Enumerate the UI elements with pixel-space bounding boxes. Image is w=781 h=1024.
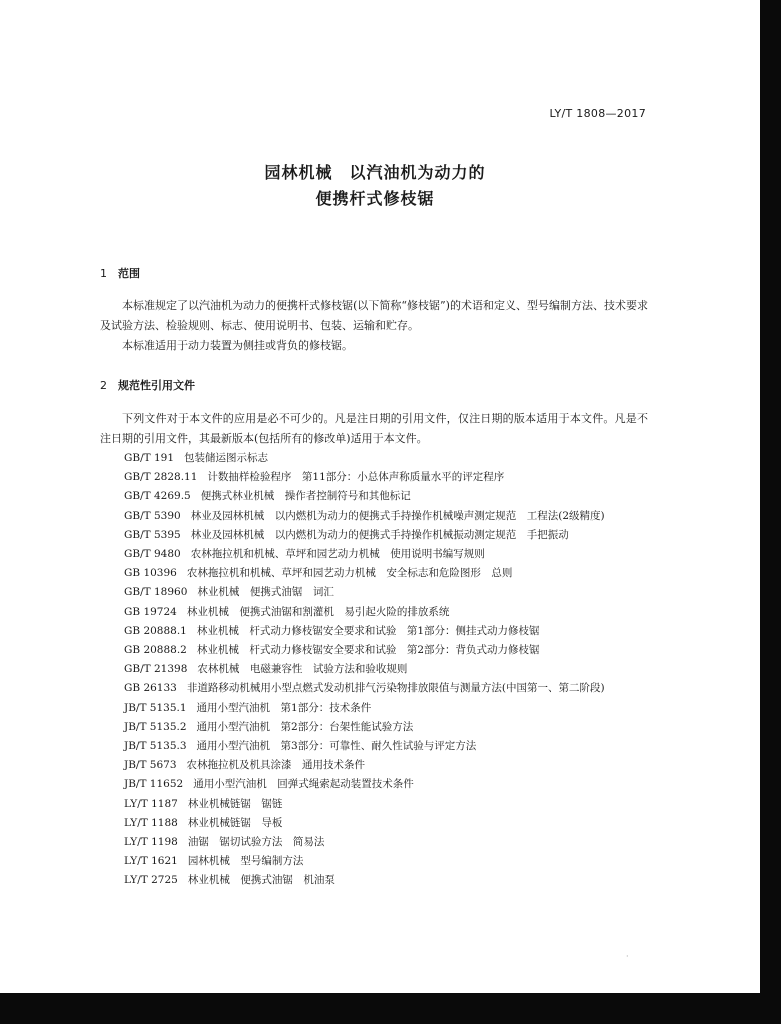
- reference-title: 林业机械链锯 导板: [187, 816, 283, 829]
- scan-speck: ·: [626, 952, 629, 961]
- section-1-title: 范围: [118, 267, 140, 280]
- reference-item: [100, 660, 648, 679]
- reference-code: LY/T 2725: [124, 874, 178, 887]
- reference-code: GB/T 5390: [124, 509, 181, 522]
- reference-item: [100, 833, 648, 852]
- reference-code: GB 26133: [124, 682, 177, 695]
- reference-title: 油锯 锯切试验方法 简易法: [187, 836, 325, 849]
- reference-item: [100, 795, 648, 814]
- reference-code: GB/T 18960: [124, 586, 188, 599]
- standard-code: LY/T 1808—2017: [549, 107, 646, 120]
- section-1-number: 1: [100, 267, 107, 280]
- reference-code: LY/T 1188: [124, 816, 178, 829]
- reference-item: [100, 679, 648, 698]
- reference-item: [100, 852, 648, 871]
- reference-code: GB/T 4269.5: [124, 490, 191, 503]
- reference-title: 园林机械 型号编制方法: [187, 855, 304, 868]
- reference-code: GB 20888.1: [124, 624, 187, 637]
- reference-item: [100, 871, 648, 890]
- reference-code: JB/T 5135.1: [124, 701, 187, 714]
- reference-code: GB 20888.2: [124, 644, 187, 657]
- reference-title: 非道路移动机械用小型点燃式发动机排气污染物排放限值与测量方法(中国第一、第二阶段): [186, 682, 605, 695]
- reference-code: GB/T 21398: [124, 663, 188, 676]
- reference-item: [100, 449, 648, 468]
- scan-border-bottom: [0, 993, 781, 1024]
- section-2-intro: 下列文件对于本文件的应用是必不可少的。凡是注日期的引用文件，仅注日期的版本适用于本文件。凡是不注日期的引用文件，其最新版本(包括所有的修改单)适用于本文件。: [100, 412, 648, 445]
- reference-title: 包装储运图示标志: [184, 452, 269, 464]
- reference-title: 林业机械链锯 锯链: [187, 797, 283, 810]
- reference-item: [100, 718, 648, 737]
- reference-item: [100, 775, 648, 794]
- reference-title: 通用小型汽油机 第2部分：台架性能试验方法: [196, 720, 414, 733]
- reference-item: [100, 526, 648, 545]
- section-1-paragraph: 本标准适用于动力装置为侧挂或背负的修枝锯。: [122, 339, 353, 352]
- section-2-number: 2: [100, 379, 107, 392]
- reference-title: 林业及园林机械 以内燃机为动力的便携式手持操作机械振动测定规范 手把振动: [190, 528, 569, 541]
- section-2-title: 规范性引用文件: [118, 379, 195, 392]
- reference-item: [100, 814, 648, 833]
- reference-code: GB 19724: [124, 605, 177, 618]
- reference-item: [100, 468, 648, 487]
- reference-item: [100, 487, 648, 506]
- reference-code: GB/T 191: [124, 452, 175, 464]
- reference-code: JB/T 5673: [124, 759, 177, 772]
- reference-item: [100, 641, 648, 660]
- reference-title: 农林机械 电磁兼容性 试验方法和验收规则: [197, 663, 408, 676]
- reference-code: LY/T 1198: [124, 836, 178, 849]
- reference-item: [100, 622, 648, 641]
- reference-code: JB/T 5135.3: [124, 740, 187, 753]
- reference-title: 林业及园林机械 以内燃机为动力的便携式手持操作机械噪声测定规范 工程法(2级精度): [190, 509, 605, 522]
- reference-code: GB/T 2828.11: [124, 471, 198, 484]
- reference-title: 林业机械 便携式油锯 词汇: [197, 586, 334, 599]
- reference-code: GB/T 9480: [124, 548, 181, 561]
- document-title-line1: 园林机械 以汽油机为动力的: [264, 163, 486, 182]
- section-2-heading: [100, 377, 195, 393]
- normative-reference-list: [100, 449, 648, 891]
- reference-item: [100, 737, 648, 756]
- reference-item: [100, 699, 648, 718]
- reference-code: LY/T 1621: [124, 855, 178, 868]
- reference-code: LY/T 1187: [124, 797, 178, 810]
- reference-title: 林业机械 便携式油锯和割灌机 易引起火险的排放系统: [186, 605, 450, 618]
- reference-item: [100, 507, 648, 526]
- reference-title: 农林拖拉机和机械、草坪和园艺动力机械 使用说明书编写规则: [190, 548, 485, 561]
- document-title-line2: 便携杆式修枝锯: [315, 189, 435, 208]
- reference-title: 便携式林业机械 操作者控制符号和其他标记: [200, 490, 411, 503]
- reference-title: 林业机械 便携式油锯 机油泵: [187, 874, 335, 887]
- reference-code: JB/T 5135.2: [124, 720, 187, 733]
- reference-code: GB 10396: [124, 567, 177, 580]
- reference-item: [100, 583, 648, 602]
- reference-item: [100, 756, 648, 775]
- reference-title: 计数抽样检验程序 第11部分：小总体声称质量水平的评定程序: [207, 471, 505, 484]
- reference-title: 通用小型汽油机 第1部分：技术条件: [196, 701, 372, 714]
- reference-title: 通用小型汽油机 回弹式绳索起动装置技术条件: [193, 778, 414, 791]
- reference-item: [100, 564, 648, 583]
- section-1-paragraph: 本标准规定了以汽油机为动力的便携杆式修枝锯(以下简称“修枝锯”)的术语和定义、型号编制方法、技术要求及试验方法、检验规则、标志、使用说明书、包装、运输和贮存。: [100, 299, 648, 332]
- reference-title: 林业机械 杆式动力修枝锯安全要求和试验 第1部分：侧挂式动力修枝锯: [196, 624, 540, 637]
- reference-item: [100, 545, 648, 564]
- reference-title: 农林拖拉机及机具涂漆 通用技术条件: [186, 759, 366, 772]
- reference-item: [100, 603, 648, 622]
- section-1-heading: [100, 265, 140, 281]
- reference-code: GB/T 5395: [124, 528, 181, 541]
- reference-title: 林业机械 杆式动力修枝锯安全要求和试验 第2部分：背负式动力修枝锯: [196, 644, 540, 657]
- reference-code: JB/T 11652: [124, 778, 184, 791]
- scan-border-right: [760, 0, 781, 1024]
- reference-title: 农林拖拉机和机械、草坪和园艺动力机械 安全标志和危险图形 总则: [186, 567, 513, 580]
- reference-title: 通用小型汽油机 第3部分：可靠性、耐久性试验与评定方法: [196, 740, 477, 753]
